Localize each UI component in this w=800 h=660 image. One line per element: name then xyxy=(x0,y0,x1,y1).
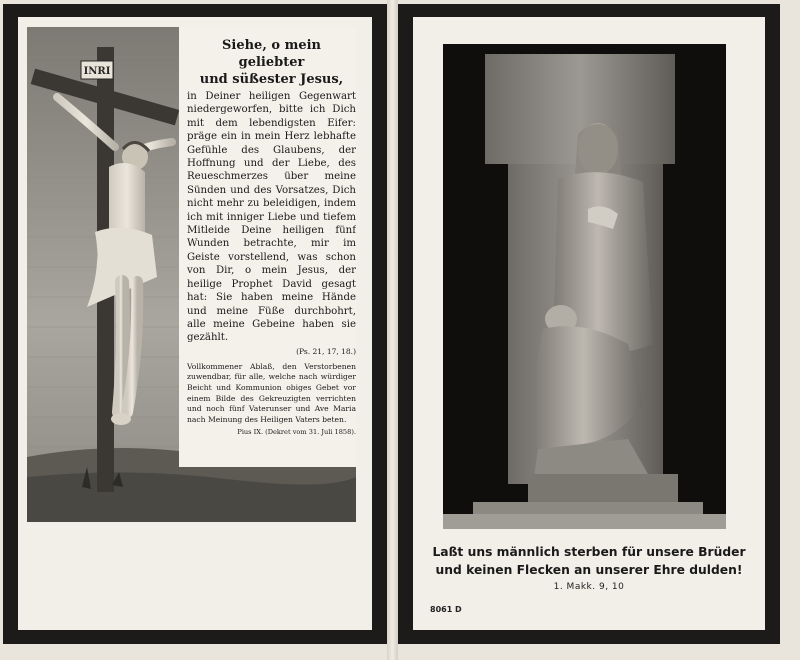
quote-reference: 1. Makk. 9, 10 xyxy=(553,582,625,592)
inri-sign: INRI xyxy=(83,66,111,77)
statue-image xyxy=(443,44,726,529)
prayer-title-line-1: Siehe, o mein geliebter xyxy=(222,38,321,70)
right-card-panel xyxy=(398,4,780,644)
left-card-inner xyxy=(18,17,372,630)
card-fold xyxy=(387,0,398,660)
left-card-panel xyxy=(3,4,387,644)
statue-illustration xyxy=(443,44,726,529)
crucifix-image xyxy=(27,27,356,522)
quote-line-2: und keinen Flecken an unserer Ehre dulden! xyxy=(435,563,743,577)
right-card-inner xyxy=(413,17,765,630)
prayer-body: in Deiner heiligen Gegenwart niedergeworfen, bitte ich Dich mit dem lebendigsten Eifer: präge ein in mein Herz lebhafte Gefühle des Glaubens, der Hoffnung und der Liebe, des Reueschmerzes über meine Sünden und des Vorsatzes, Dich nicht mehr zu beleidigen, indem ich mit inniger Liebe und tiefem Mitleide Deine heiligen fünf Wunden betrachte, mir im Geiste vorstellend, was schon von Dir, o mein Jesus, der heilige Prophet David gesagt hat: Sie haben meine Hände und meine Füße durchbohrt, alle meine Gebeine haben sie gezählt. xyxy=(187,91,356,344)
decree-note: Pius IX. (Dekret vom 31. Juli 1858). xyxy=(237,428,356,437)
psalm-reference: (Ps. 21, 17, 18.) xyxy=(296,346,356,356)
print-code: 8061 D xyxy=(430,605,462,614)
indulgence-note: Vollkommener Ablaß, den Verstorbenen zuwendbar, für alle, welche nach würdiger Beicht und Kommunion obiges Gebet vor einem Bilde des Gekreuzigten verrichten und noch fünf Vaterunser und Ave Maria nach Meinung des Heiligen Vaters beten. xyxy=(187,361,356,424)
prayer-title-line-2: und süßester Jesus, xyxy=(199,72,344,87)
quote-line-1: Laßt uns männlich sterben für unsere Brüder xyxy=(432,545,746,559)
prayer-text-box xyxy=(179,27,356,467)
